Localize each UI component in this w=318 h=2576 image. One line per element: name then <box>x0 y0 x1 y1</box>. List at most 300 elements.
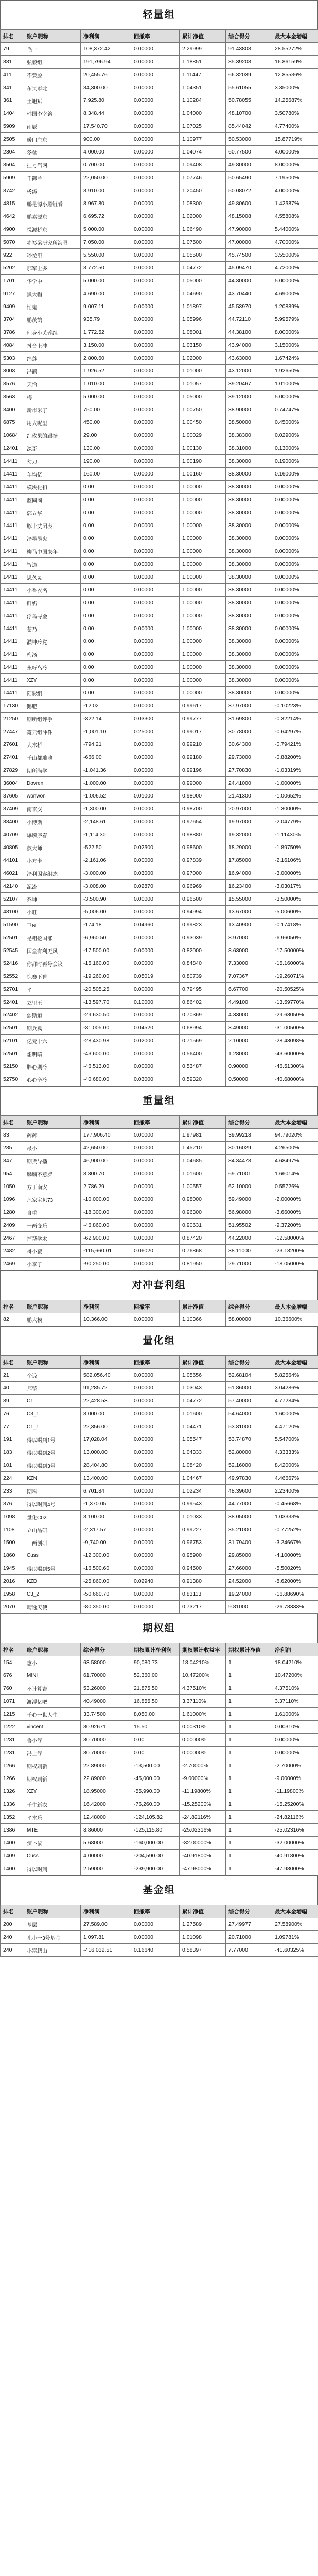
value-cell: 0.00000 <box>131 133 180 146</box>
value-cell: -0.32214% <box>272 713 318 725</box>
account-name-cell: 卫N <box>24 919 81 931</box>
value-cell: 190.00 <box>81 455 131 468</box>
value-cell: 69.71001 <box>226 1167 272 1180</box>
value-cell: 0.99000 <box>180 777 226 790</box>
value-cell: 38.30000 <box>226 674 272 687</box>
value-cell: 0.00 <box>81 545 131 558</box>
value-cell: 0.00000 <box>131 803 180 816</box>
value-cell: 1.00000 <box>180 481 226 494</box>
value-cell: 7,050.00 <box>81 236 131 249</box>
value-cell: 38.30000 <box>226 648 272 661</box>
value-cell: 1.05500 <box>180 249 226 262</box>
value-cell: 1.00000 <box>180 584 226 597</box>
value-cell: -47.98000% <box>180 1862 226 1875</box>
table-row <box>1 1206 318 1219</box>
table-row <box>1 648 318 661</box>
value-cell: -0.64297% <box>272 725 318 738</box>
value-cell: 40.49000 <box>81 1695 131 1708</box>
value-cell: 0.99823 <box>180 919 226 931</box>
value-cell: 0.55726% <box>272 1180 318 1193</box>
value-cell: 0.00000 <box>131 223 180 236</box>
value-cell: 191,796.94 <box>81 56 131 69</box>
value-cell: 0.00000 <box>131 545 180 558</box>
value-cell: 1.00000 <box>180 571 226 584</box>
rank-cell: 52501 <box>1 931 24 944</box>
value-cell: 0.00 <box>81 481 131 494</box>
value-cell: -28,430.98 <box>81 1035 131 1047</box>
rank-cell: 224 <box>1 1472 24 1485</box>
value-cell: -15.25200% <box>272 1798 318 1811</box>
account-name-cell: 浮鸟寻金 <box>24 609 81 622</box>
value-cell: 5.44000% <box>272 223 318 236</box>
account-name-cell: 鹏是源小黑链看 <box>24 197 81 210</box>
value-cell: 0.00 <box>81 506 131 519</box>
value-cell: 9,007.11 <box>81 300 131 313</box>
table-row <box>1 777 318 790</box>
value-cell: 0.00000 <box>131 751 180 764</box>
table-row <box>1 816 318 828</box>
table-row <box>1 481 318 494</box>
value-cell: -18,300.00 <box>81 1206 131 1219</box>
table-row <box>1 416 318 429</box>
value-cell: -25.02316% <box>180 1824 226 1837</box>
value-cell: 0.98000 <box>180 790 226 803</box>
value-cell: 0.00000 <box>131 429 180 442</box>
value-cell: 0.00000 <box>131 571 180 584</box>
value-cell: 0.00000 <box>131 635 180 648</box>
table-row <box>1 442 318 455</box>
rank-cell: 40805 <box>1 841 24 854</box>
value-cell: 0.94994 <box>180 906 226 919</box>
value-cell: 14.25687% <box>272 94 318 107</box>
value-cell: 0.00 <box>81 622 131 635</box>
value-cell: 7.77000 <box>226 1944 272 1957</box>
value-cell: 0.00000 <box>131 854 180 867</box>
table-row <box>1 1549 318 1562</box>
column-header: 最大本金增幅 <box>272 1905 318 1918</box>
section-title: 基金组 <box>0 1875 318 1905</box>
value-cell: 1.02000 <box>180 352 226 365</box>
rank-cell: 954 <box>1 1167 24 1180</box>
value-cell: 2,786.29 <box>81 1180 131 1193</box>
value-cell: 0.00000 <box>131 957 180 970</box>
value-cell: 39.99218 <box>226 1129 272 1142</box>
value-cell: -322.14 <box>81 713 131 725</box>
value-cell: 0.00000 <box>131 326 180 339</box>
value-cell: 0.10000 <box>131 996 180 1009</box>
rank-cell: 2409 <box>1 1219 24 1232</box>
table-row <box>1 236 318 249</box>
value-cell: 0.00000 <box>131 172 180 184</box>
value-cell: -3.00000% <box>272 867 318 880</box>
value-cell: 1.00000 <box>180 635 226 648</box>
table-row <box>1 1824 318 1837</box>
account-name-cell: 小旺 <box>24 906 81 919</box>
account-name-cell: 挂号汽网 <box>24 159 81 172</box>
ranking-table <box>0 1643 318 1875</box>
account-name-cell: 阳彩组 <box>24 687 81 700</box>
value-cell: -17.50000% <box>272 944 318 957</box>
value-cell: 0.19000% <box>272 455 318 468</box>
value-cell: 37.97000 <box>226 700 272 713</box>
table-row <box>1 300 318 313</box>
table-row <box>1 1446 318 1459</box>
value-cell: -2.16106% <box>272 854 318 867</box>
value-cell: -3.66000% <box>272 1206 318 1219</box>
column-header: 期权累计收益率 <box>180 1643 226 1656</box>
value-cell: 53.81000 <box>226 1420 272 1433</box>
value-cell: 0.04960 <box>131 919 180 931</box>
value-cell: 4,690.00 <box>81 287 131 300</box>
table-row <box>1 262 318 275</box>
table-row <box>1 352 318 365</box>
value-cell: -125,115.80 <box>131 1824 180 1837</box>
value-cell: 5.00000% <box>272 391 318 403</box>
value-cell: 38.30000 <box>226 687 272 700</box>
value-cell: 4.72000% <box>272 262 318 275</box>
table-row <box>1 828 318 841</box>
value-cell: 0.00000 <box>131 81 180 94</box>
value-cell: 0.99617 <box>180 700 226 713</box>
value-cell: 0.00000 <box>131 1523 180 1536</box>
value-cell: 0.00000 <box>131 622 180 635</box>
value-cell: 1,010.00 <box>81 378 131 391</box>
value-cell: 3,100.00 <box>81 1511 131 1523</box>
value-cell: -40.91800% <box>272 1850 318 1862</box>
value-cell: 0.00 <box>81 519 131 532</box>
value-cell: 0.00000 <box>131 1129 180 1142</box>
value-cell: 5,000.00 <box>81 275 131 287</box>
value-cell: 1.05000 <box>180 391 226 403</box>
value-cell: 33.74500 <box>81 1708 131 1721</box>
table-row <box>1 1850 318 1862</box>
rank-cell: 1326 <box>1 1785 24 1798</box>
value-cell: 44.72110 <box>226 313 272 326</box>
value-cell: -31.00500% <box>272 1022 318 1035</box>
account-name-cell: 平木乐 <box>24 1811 81 1824</box>
table-row <box>1 609 318 622</box>
value-cell: 0.00000 <box>131 1258 180 1270</box>
account-name-cell: 大木桥 <box>24 738 81 751</box>
value-cell: 1.07025 <box>180 120 226 133</box>
account-name-cell: wonwon <box>24 790 81 803</box>
table-row <box>1 558 318 571</box>
value-cell: 0.81950 <box>180 1258 226 1270</box>
value-cell: 1.04772 <box>180 1395 226 1408</box>
rank-cell: 82 <box>1 1313 24 1326</box>
value-cell: 1.00557 <box>180 1180 226 1193</box>
table-row <box>1 1420 318 1433</box>
value-cell: 38.30000 <box>226 481 272 494</box>
value-cell: 0.00000 <box>131 159 180 172</box>
value-cell: 35.21000 <box>226 1523 272 1536</box>
account-name-cell: 期货导播 <box>24 1155 81 1167</box>
value-cell: 0.00000 <box>131 94 180 107</box>
account-name-cell: 惊赛下鲁 <box>24 970 81 983</box>
column-header: 期权累计净值 <box>226 1643 272 1656</box>
account-name-cell: 是粗挖国涨 <box>24 931 81 944</box>
value-cell: 1.00000 <box>180 687 226 700</box>
account-name-cell: 鸡坤 <box>24 893 81 906</box>
account-name-cell: 天怡 <box>24 378 81 391</box>
value-cell: 8,050.00 <box>131 1708 180 1721</box>
section-title: 对冲套利组 <box>0 1270 318 1300</box>
table-row <box>1 687 318 700</box>
value-cell: -31,005.00 <box>81 1022 131 1035</box>
account-name-cell: 红玫果的跟扬 <box>24 429 81 442</box>
value-cell: 1.97981 <box>180 1129 226 1142</box>
value-cell: -5,006.00 <box>81 906 131 919</box>
table-row <box>1 1811 318 1824</box>
table-row <box>1 1837 318 1850</box>
account-name-cell: XZY <box>24 674 81 687</box>
account-name-cell: 悦源桥东 <box>24 223 81 236</box>
table-row <box>1 713 318 725</box>
value-cell: 62.10000 <box>226 1180 272 1193</box>
value-cell: 5,550.00 <box>81 249 131 262</box>
account-name-cell: 国盒有利无风 <box>24 944 81 957</box>
column-header: 回撤率 <box>131 30 180 43</box>
table-row <box>1 1562 318 1575</box>
value-cell: -2,317.57 <box>81 1523 131 1536</box>
value-cell: 1.00000 <box>180 609 226 622</box>
value-cell: -15.25200% <box>180 1798 226 1811</box>
value-cell: 0.00000 <box>131 184 180 197</box>
value-cell: -55,990.00 <box>131 1785 180 1798</box>
value-cell: 50.65490 <box>226 172 272 184</box>
value-cell: -46.51300% <box>272 1060 318 1073</box>
account-name-cell: 凡家宝贝73 <box>24 1193 81 1206</box>
value-cell: 10,366.00 <box>81 1313 131 1326</box>
value-cell: 13.67000 <box>226 906 272 919</box>
value-cell: -24.82116% <box>180 1811 226 1824</box>
value-cell: -174.18 <box>81 919 131 931</box>
value-cell: 3.15000% <box>272 339 318 352</box>
value-cell: 1 <box>226 1669 272 1682</box>
account-name-cell: 梅汤 <box>24 648 81 661</box>
ranking-table <box>0 29 318 1086</box>
value-cell: 50.78055 <box>226 94 272 107</box>
value-cell: 0.00000% <box>272 1734 318 1747</box>
account-name-cell: 东吴市北 <box>24 81 81 94</box>
value-cell: 0.00000% <box>272 661 318 674</box>
rank-cell: 51590 <box>1 919 24 931</box>
account-name-cell: 柳马中国来年 <box>24 545 81 558</box>
value-cell: 15.55000 <box>226 893 272 906</box>
account-name-cell: 掉帮学术 <box>24 1232 81 1245</box>
rank-cell: 14411 <box>1 674 24 687</box>
account-name-cell: 小香衣名 <box>24 584 81 597</box>
value-cell: 0.58397 <box>180 1944 226 1957</box>
value-cell: 39.20467 <box>226 378 272 391</box>
rank-cell: 4815 <box>1 197 24 210</box>
value-cell: 1.04690 <box>180 287 226 300</box>
value-cell: 0.00000 <box>131 1167 180 1180</box>
value-cell: 0.05019 <box>131 970 180 983</box>
value-cell: 44.30000 <box>226 275 272 287</box>
rank-cell: 101 <box>1 1459 24 1472</box>
table-row <box>1 107 318 120</box>
account-name-cell: 得以喝到1号 <box>24 1433 81 1446</box>
value-cell: 29.73000 <box>226 751 272 764</box>
rank-cell: 6875 <box>1 416 24 429</box>
rank-cell: 4642 <box>1 210 24 223</box>
rank-cell: 14411 <box>1 481 24 494</box>
value-cell: 1 <box>226 1862 272 1875</box>
column-header: 账户昵称 <box>24 1116 81 1129</box>
value-cell: 8.86000 <box>81 1824 131 1837</box>
rank-cell: 1108 <box>1 1523 24 1536</box>
value-cell: 27.49977 <box>226 1918 272 1931</box>
table-row <box>1 1129 318 1142</box>
rank-cell: 5303 <box>1 352 24 365</box>
rank-cell: 3742 <box>1 184 24 197</box>
account-name-cell: 方丁南安 <box>24 1180 81 1193</box>
account-name-cell: 鹅肥 <box>24 700 81 713</box>
value-cell: 1.18851 <box>180 56 226 69</box>
value-cell: 1.20889% <box>272 300 318 313</box>
value-cell: 0.00000 <box>131 700 180 713</box>
value-cell: 1.09408 <box>180 159 226 172</box>
account-name-cell: 王旭斌 <box>24 94 81 107</box>
column-header: 净利润 <box>81 1356 131 1369</box>
rank-cell: 4084 <box>1 339 24 352</box>
value-cell: 0.90000 <box>226 1060 272 1073</box>
table-row <box>1 1245 318 1258</box>
value-cell: -1.00000% <box>272 777 318 790</box>
column-header: 回撤率 <box>131 1905 180 1918</box>
value-cell: 30.92671 <box>81 1721 131 1734</box>
value-cell: 45.74500 <box>226 249 272 262</box>
value-cell: 0.02500 <box>131 841 180 854</box>
value-cell: 15.87719% <box>272 133 318 146</box>
value-cell: 0.00000 <box>131 931 180 944</box>
account-name-cell: 冯鹤 <box>24 365 81 378</box>
value-cell: -115,660.01 <box>81 1245 131 1258</box>
value-cell: -416,032.51 <box>81 1944 131 1957</box>
value-cell: 1 <box>226 1682 272 1695</box>
value-cell: 0.00000% <box>272 1747 318 1759</box>
value-cell: 1.01098 <box>180 1931 226 1944</box>
value-cell: -1.30000% <box>272 803 318 816</box>
table-row <box>1 1193 318 1206</box>
value-cell: 1.60000% <box>272 1408 318 1420</box>
value-cell: 1.01057 <box>180 378 226 391</box>
value-cell: 8,348.44 <box>81 107 131 120</box>
value-cell: 1 <box>226 1811 272 1824</box>
value-cell: 3.49000 <box>226 1022 272 1035</box>
table-row <box>1 1408 318 1420</box>
rank-cell: 1266 <box>1 1759 24 1772</box>
value-cell: 1.08420 <box>180 1459 226 1472</box>
rank-cell: 1336 <box>1 1798 24 1811</box>
table-row <box>1 1772 318 1785</box>
column-header: 最大本金增幅 <box>272 1300 318 1313</box>
value-cell: -47.98000% <box>272 1862 318 1875</box>
account-name-cell: 南京交 <box>24 803 81 816</box>
value-cell: 0.00 <box>131 1734 180 1747</box>
value-cell: 38.30000 <box>226 584 272 597</box>
table-row <box>1 983 318 996</box>
table-row <box>1 893 318 906</box>
rank-cell: 183 <box>1 1446 24 1459</box>
column-header: 账户昵称 <box>24 30 81 43</box>
rank-cell: 1500 <box>1 1536 24 1549</box>
value-cell: -43,600.00 <box>81 1047 131 1060</box>
value-cell: 1.10284 <box>180 94 226 107</box>
value-cell: 45.09470 <box>226 262 272 275</box>
value-cell: 0.00000 <box>131 249 180 262</box>
value-cell: -9.00000% <box>272 1772 318 1785</box>
value-cell: 0.00 <box>81 674 131 687</box>
rank-cell: 341 <box>1 81 24 94</box>
rank-cell: 10684 <box>1 429 24 442</box>
table-row <box>1 403 318 416</box>
account-name-cell: 期权刷新 <box>24 1759 81 1772</box>
value-cell: 0.00 <box>81 584 131 597</box>
value-cell: 52.16000 <box>226 1459 272 1472</box>
column-header: 综合得分 <box>81 1643 131 1656</box>
value-cell: -80,350.00 <box>81 1601 131 1614</box>
rank-cell: 14411 <box>1 609 24 622</box>
account-name-cell: 忙鬼 <box>24 300 81 313</box>
value-cell: 38.30000 <box>226 661 272 674</box>
table-row <box>1 584 318 597</box>
value-cell: 43.94000 <box>226 339 272 352</box>
account-name-cell: 你都时再号会议 <box>24 957 81 970</box>
value-cell: 4.00000 <box>81 1850 131 1862</box>
table-row <box>1 1601 318 1614</box>
value-cell: 0.00000% <box>272 506 318 519</box>
value-cell: 0.00000 <box>131 1408 180 1420</box>
value-cell: 1.00000 <box>180 661 226 674</box>
value-cell: 0.00000% <box>272 558 318 571</box>
value-cell: 0.96969 <box>180 880 226 893</box>
value-cell: 1.61000% <box>180 1708 226 1721</box>
value-cell: 66.32039 <box>226 69 272 81</box>
value-cell: 0.00000 <box>131 1369 180 1382</box>
rank-cell: 14411 <box>1 584 24 597</box>
table-row <box>1 1472 318 1485</box>
value-cell: 1.02000 <box>180 210 226 223</box>
table-row <box>1 133 318 146</box>
rank-cell: 52107 <box>1 893 24 906</box>
value-cell: -46,860.00 <box>81 1219 131 1232</box>
account-name-cell: 小博斯 <box>24 816 81 828</box>
table-row <box>1 1931 318 1944</box>
table-row <box>1 391 318 403</box>
value-cell: -3.50000% <box>272 893 318 906</box>
rank-cell: 1409 <box>1 1850 24 1862</box>
value-cell: 0.00000 <box>131 584 180 597</box>
value-cell: 0.00000 <box>131 1009 180 1022</box>
account-name-cell: 一两变乐 <box>24 1219 81 1232</box>
value-cell: -32.00000% <box>180 1837 226 1850</box>
table-row <box>1 1313 318 1326</box>
value-cell: 49.80600 <box>226 197 272 210</box>
value-cell: 91.43808 <box>226 43 272 56</box>
table-row <box>1 506 318 519</box>
value-cell: 0.96300 <box>180 1206 226 1219</box>
rank-cell: 48100 <box>1 906 24 919</box>
account-name-cell: 鹏大模 <box>24 1313 81 1326</box>
rank-cell: 27601 <box>1 738 24 751</box>
value-cell: -0.10223% <box>272 700 318 713</box>
value-cell: -40,680.00 <box>81 1073 131 1086</box>
value-cell: -25.02316% <box>272 1824 318 1837</box>
value-cell: 0.00000 <box>131 1511 180 1523</box>
value-cell: 24.52000 <box>226 1575 272 1588</box>
